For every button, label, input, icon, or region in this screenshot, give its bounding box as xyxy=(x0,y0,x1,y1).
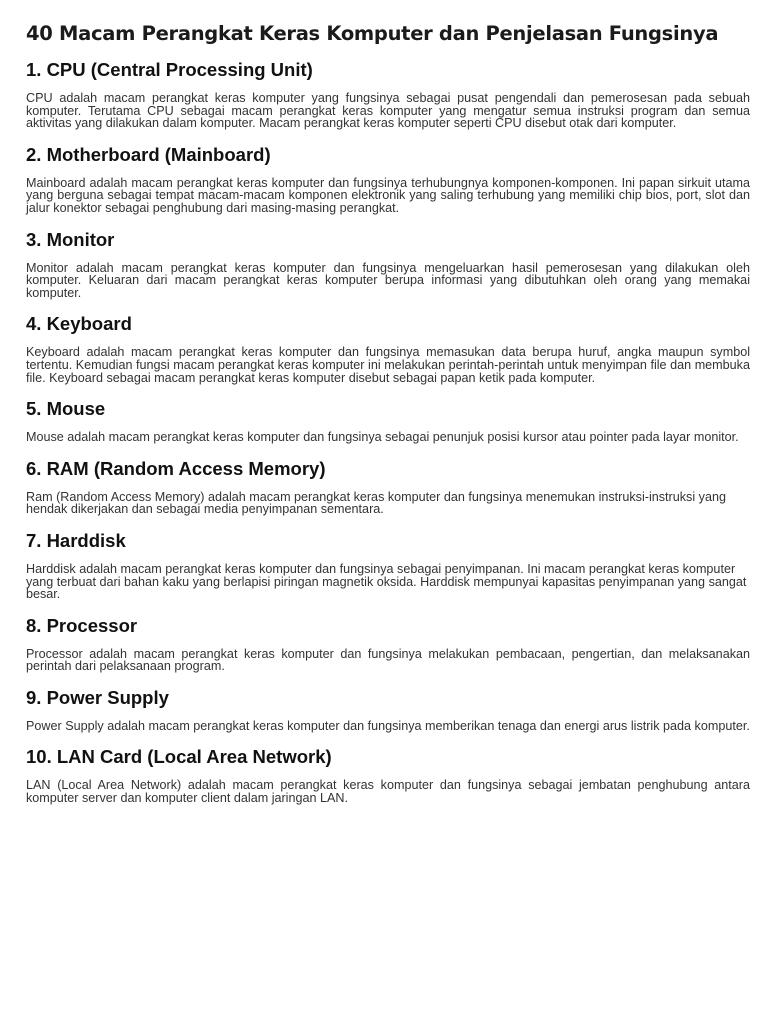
section-body: LAN (Local Area Network) adalah macam perangkat keras komputer dan fungsinya sebagai jembatan penghubung antara komputer server dan komputer client dalam jaringan LAN. xyxy=(26,778,750,806)
document-page xyxy=(26,22,750,819)
section-keyboard xyxy=(26,313,750,384)
section-body: Harddisk adalah macam perangkat keras komputer dan fungsinya sebagai penyimpanan. Ini macam perangkat keras komputer yang terbuat dari bahan kaku yang berlapisi piringan magnetik oksida. Harddisk mempunyai kapasitas penyimpanan yang sangat besar. xyxy=(26,561,747,602)
section-mouse xyxy=(26,398,750,444)
document-title: 40 Macam Perangkat Keras Komputer dan Penjelasan Fungsinya xyxy=(26,22,719,45)
section-heading: 6. RAM (Random Access Memory) xyxy=(26,457,326,479)
section-body: Mainboard adalah macam perangkat keras komputer dan fungsinya terhubungnya komponen-komponen. Ini papan sirkuit utama yang berguna sebagai tempat macam-macam komponen elektronik yang saling terhubung yang memiliki chip bios, port, slot dan jalur konektor sebagai penghubung dari masing-masing perangkat. xyxy=(26,175,750,215)
section-power-supply xyxy=(26,687,750,733)
section-body: Power Supply adalah macam perangkat keras komputer dan fungsinya memberikan tenaga dan energi arus listrik pada komputer. xyxy=(26,718,750,733)
section-heading: 9. Power Supply xyxy=(26,686,169,708)
section-body: Mouse adalah macam perangkat keras komputer dan fungsinya sebagai penunjuk posisi kursor atau pointer pada layar monitor. xyxy=(26,430,739,445)
section-harddisk xyxy=(26,530,750,601)
section-processor xyxy=(26,615,750,673)
section-motherboard xyxy=(26,144,750,215)
section-body: Ram (Random Access Memory) adalah macam perangkat keras komputer dan fungsinya menemukan instruksi-instruksi yang hendak dikerjakan dan sebagai media penyimpanan sementara. xyxy=(26,489,726,517)
section-ram xyxy=(26,458,750,516)
section-heading: 2. Motherboard (Mainboard) xyxy=(26,143,271,165)
section-heading: 8. Processor xyxy=(26,614,138,636)
section-heading: 3. Monitor xyxy=(26,228,115,250)
section-body: Monitor adalah macam perangkat keras komputer dan fungsinya mengeluarkan hasil pemerosesan yang dilakukan oleh komputer. Keluaran dari macam perangkat keras komputer berupa informasi yang dibutuhkan oleh orang yang memakai komputer. xyxy=(26,260,750,300)
section-monitor xyxy=(26,229,750,300)
section-lan-card xyxy=(26,746,750,804)
section-body: Processor adalah macam perangkat keras komputer dan fungsinya melakukan pembacaan, pengertian, dan melaksanakan perintah dari pelaksanaan program. xyxy=(26,646,750,674)
section-heading: 5. Mouse xyxy=(26,398,106,420)
section-heading: 4. Keyboard xyxy=(26,313,132,335)
section-cpu xyxy=(26,59,750,130)
section-heading: 10. LAN Card (Local Area Network) xyxy=(26,746,332,768)
section-body: CPU adalah macam perangkat keras komputer yang fungsinya sebagai pusat pengendali dan pemerosesan pada sebuah komputer. Terutama CPU sebagai macam perangkat keras komputer yang mengatur semua instruksi program dan semua aktivitas yang dilakukan dalam komputer. Macam perangkat keras komputer seperti CPU disebut otak dari komputer. xyxy=(26,91,750,131)
section-body: Keyboard adalah macam perangkat keras komputer dan fungsinya memasukan data berupa huruf, angka maupun symbol tertentu. Kemudian fungsi macam perangkat keras komputer ini melakukan perintah-perintah untuk menyimpan file dan membuka file. Keyboard sebagai macam perangkat keras komputer disebut sebagai papan ketik pada komputer. xyxy=(26,345,750,385)
section-heading: 7. Harddisk xyxy=(26,529,126,551)
section-heading: 1. CPU (Central Processing Unit) xyxy=(26,59,313,80)
